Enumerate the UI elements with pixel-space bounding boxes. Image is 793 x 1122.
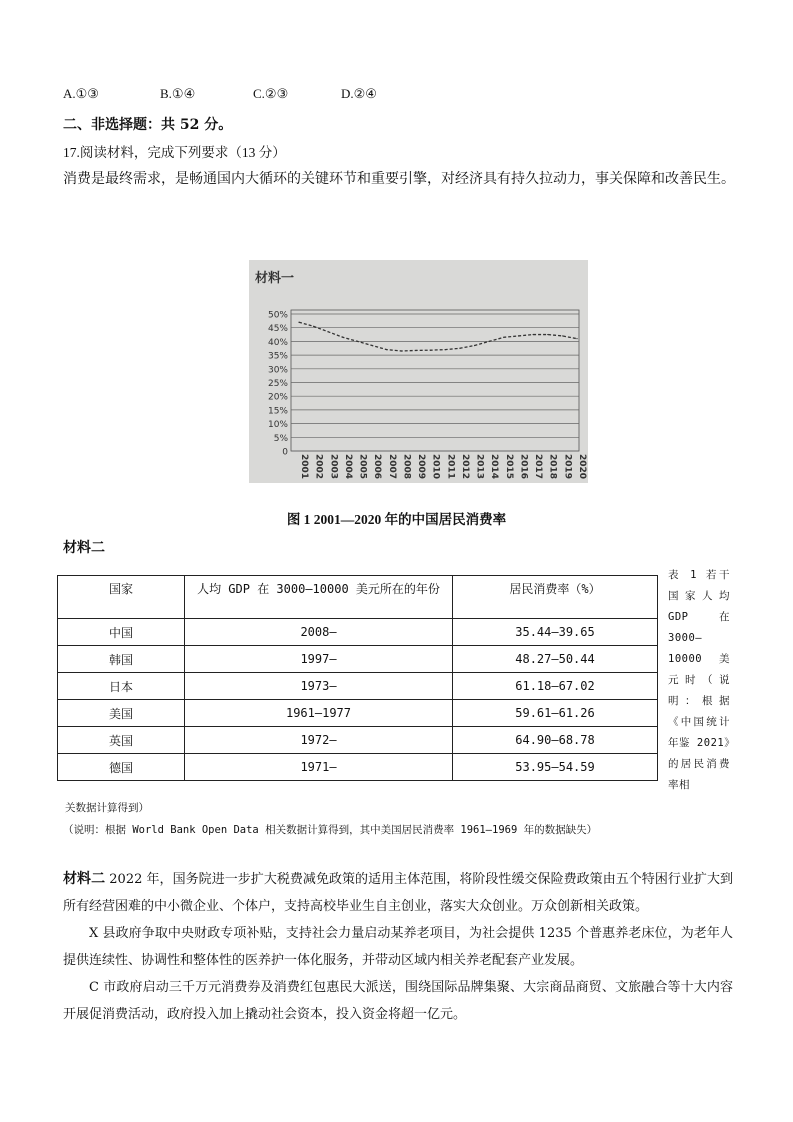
cell-year: 1973— [185,673,453,700]
table-caption-tail: 关数据计算得到） [65,802,149,814]
cell-rate: 61.18—67.02 [453,673,658,700]
material-2-label: 材料二 [63,540,105,556]
material-3-paragraph-3: C 市政府启动三千万元消费券及消费红包惠民大派送，围绕国际品牌集聚、大宗商品商贸、文旅融合等十大内容开展促消费活动，政府投入加上撬动社会资本，投入资金将超一亿元。 [63,980,733,1022]
data-point [342,337,343,338]
x-tick-label: 2009 [416,454,427,480]
x-tick-label: 2017 [533,454,544,480]
material-1-label: 材料一 [255,271,295,286]
data-point [313,326,314,327]
data-point [386,349,387,350]
material-3-p1-text: 2022 年，国务院进一步扩大税费减免政策的适用主体范围，将阶段性缓交保险费政策由五个特困行业扩大到所有经营困难的中小微企业、个体户，支持高校毕业生自主创业，落实大众创业。万众创新相关政策。 [63,872,733,914]
y-tick-label: 5% [273,433,288,444]
cell-year: 1961—1977 [185,700,453,727]
cell-rate: 53.95—54.59 [453,754,658,781]
table-row [58,646,658,673]
cell-rate: 59.61—61.26 [453,700,658,727]
x-tick-label: 2012 [459,454,470,480]
cell-rate: 48.27—50.44 [453,646,658,673]
table-row [58,673,658,700]
y-tick-label: 30% [267,365,288,376]
data-point [533,334,534,335]
x-tick-label: 2011 [445,454,456,480]
cell-country: 中国 [58,619,185,646]
data-point [489,341,490,342]
table-row [58,619,658,646]
x-tick-label: 2019 [562,454,573,480]
x-tick-label: 2006 [372,454,383,480]
y-tick-label: 20% [267,392,288,403]
data-point [357,341,358,342]
material-3-paragraph-1 [63,866,733,920]
data-point [328,331,329,332]
table-header-row [58,576,658,619]
x-tick-label: 2016 [518,454,529,480]
data-point [415,350,416,351]
data-point [547,334,548,335]
option-d: D.②④ [341,86,377,101]
x-tick-label: 2015 [503,454,514,480]
material-3-label: 材料二 [63,872,106,887]
y-tick-label: 10% [267,420,288,431]
x-tick-label: 2020 [577,454,587,480]
country-table [57,575,658,781]
table-row [58,727,658,754]
x-tick-label: 2002 [313,454,324,480]
x-tick-label: 2004 [342,454,353,480]
data-point [518,335,519,336]
cell-rate: 64.90—68.78 [453,727,658,754]
y-tick-label: 50% [267,310,288,321]
option-a: A.①③ [63,86,99,101]
header-country: 国家 [58,576,185,619]
data-point [576,338,577,339]
header-rate: 居民消费率（%） [453,576,658,619]
option-b: B.①④ [160,86,196,101]
header-year: 人均 GDP 在 3000—10000 美元所在的年份 [185,576,453,619]
y-tick-label: 45% [267,324,288,335]
cell-year: 2008— [185,619,453,646]
chart-svg [249,260,588,483]
data-point [445,349,446,350]
cell-year: 1997— [185,646,453,673]
x-tick-label: 2003 [328,454,339,480]
cell-rate: 35.44—39.65 [453,619,658,646]
x-tick-label: 2014 [489,454,500,480]
table-side-caption: 表 1 若干国家人均 GDP 在 3000—10000 美元时（说明：根据《中国统计年鉴 2021》的居民消费率相 [668,569,730,791]
figure-caption: 图 1 2001—2020 年的中国居民消费率 [286,512,507,527]
table-note: （说明：根据 World Bank Open Data 相关数据计算得到，其中美国居民消费率 1961—1969 年的数据缺失） [63,824,598,836]
y-tick-label: 0 [282,447,288,458]
question-17: 17.阅读材料，完成下列要求（13 分） [63,145,286,160]
x-tick-label: 2001 [299,454,309,480]
cell-country: 韩国 [58,646,185,673]
data-point [430,350,431,351]
data-point [459,348,460,349]
option-c: C.②③ [253,86,289,101]
plot-frame [291,310,579,451]
x-tick-label: 2007 [386,454,397,480]
x-tick-label: 2008 [401,454,412,480]
intro-text: 消费是最终需求，是畅通国内大循环的关键环节和重要引擎，对经济具有持久拉动力，事关保障和改善民生。 [63,171,735,187]
data-point [562,335,563,336]
x-tick-label: 2013 [474,454,485,480]
data-point [298,322,299,323]
x-tick-label: 2018 [547,454,558,480]
y-tick-label: 25% [267,379,288,389]
cell-country: 德国 [58,754,185,781]
cell-country: 日本 [58,673,185,700]
table-row [58,700,658,727]
data-point [401,350,402,351]
data-point [474,345,475,346]
section-title: 二、非选择题：共 52 分。 [63,117,233,133]
data-point [372,345,373,346]
y-tick-label: 40% [267,337,288,348]
series-line [299,322,577,351]
x-tick-label: 2010 [430,454,441,480]
y-tick-label: 15% [267,406,288,417]
y-tick-label: 35% [267,351,288,362]
table-row [58,754,658,781]
data-point [503,337,504,338]
material-3 [63,866,733,1028]
cell-year: 1972— [185,727,453,754]
cell-year: 1971— [185,754,453,781]
consumption-rate-chart [249,260,588,483]
cell-country: 美国 [58,700,185,727]
x-tick-label: 2005 [357,454,368,480]
material-3-paragraph-2: X 县政府争取中央财政专项补贴，支持社会力量启动某养老项目，为社会提供 1235 个普惠养老床位，为老年人提供连续性、协调性和整体性的医养护一体化服务，并带动区域内相关养老配套产业发展。 [63,926,733,968]
cell-country: 英国 [58,727,185,754]
